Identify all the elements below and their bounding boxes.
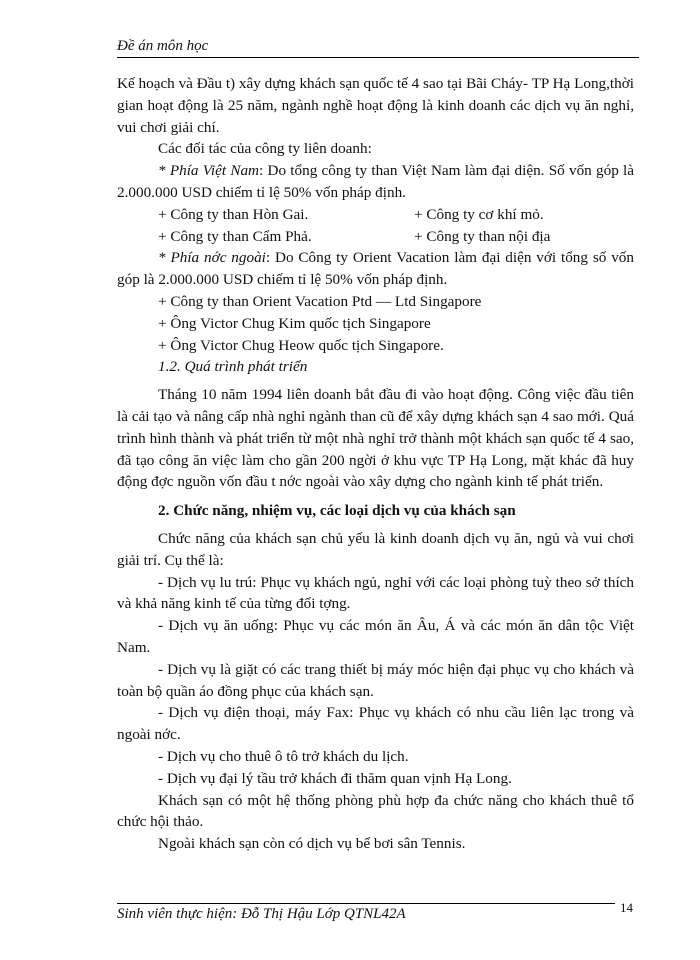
partner-row [117, 226, 634, 248]
partner-item: + Công ty than nội địa [414, 227, 551, 245]
paragraph-partners-intro: Các đối tác của công ty liên doanh: [158, 140, 372, 158]
partner-item: + Công ty cơ khí mỏ. [414, 205, 544, 223]
paragraph-intro: Kế hoạch và Đầu t) xây dựng khách sạn quốc tế 4 sao tại Bãi Cháy- TP Hạ Long,thời gian hoạt động là 25 năm, ngành nghề hoạt động là kinh doanh các dịch vụ ăn nghỉ, vui chơi giải chí. [117, 75, 634, 136]
service-item: - Dịch vụ cho thuê ô tô trở khách du lịch. [158, 747, 409, 765]
footer-divider [117, 903, 615, 904]
partner-row [117, 204, 634, 226]
document-body [117, 73, 634, 855]
foreign-side-label: * Phía nớc ngoài [158, 249, 266, 267]
vietnam-side-text: : Do tổng công ty than Việt Nam làm đại diện. Số vốn góp là 2.000.000 USD chiếm tỉ lệ 50% vốn pháp định. [117, 162, 634, 201]
page-number: 14 [620, 900, 633, 915]
foreign-side-text: : Do Công ty Orient Vacation làm đại diện với tổng số vốn góp là 2.000.000 USD chiếm tỉ lệ 50% vốn pháp định. [117, 249, 634, 289]
paragraph-foreign-side [117, 247, 634, 291]
service-item: - Dịch vụ đại lý tầu trở khách đi thăm quan vịnh Hạ Long. [158, 769, 512, 787]
partner-item: + Công ty than Cẩm Phả. [158, 227, 312, 245]
paragraph-functions: Chức năng của khách sạn chủ yếu là kinh doanh dịch vụ ăn, ngủ và vui chơi giải trí. Cụ thể là: [117, 529, 634, 569]
service-item: - Dịch vụ là giặt có các trang thiết bị máy móc hiện đại phục vụ cho khách và toàn bộ quần áo đồng phục của khách sạn. [117, 660, 634, 700]
section-heading-2: 2. Chức năng, nhiệm vụ, các loại dịch vụ của khách sạn [158, 502, 516, 520]
section-heading-1-2: 1.2. Quá trình phát triển [158, 358, 308, 376]
vietnam-side-label: * Phía Việt Nam [158, 162, 260, 180]
paragraph-pool-tennis: Ngoài khách sạn còn có dịch vụ bể bơi sân Tennis. [158, 835, 466, 853]
paragraph-conference: Khách sạn có một hệ thống phòng phù hợp đa chức năng cho khách thuê tổ chức hội thảo. [117, 791, 634, 831]
service-item: - Dịch vụ điện thoại, máy Fax: Phục vụ khách có nhu cầu liên lạc trong và ngoài nớc. [117, 704, 634, 744]
foreign-partner-item: + Ông Victor Chug Heow quốc tịch Singapore. [158, 336, 444, 354]
service-item: - Dịch vụ lu trú: Phục vụ khách ngủ, nghỉ với các loại phòng tuỳ theo sở thích và khả năng kinh tế của từng đối tợng. [117, 573, 634, 613]
foreign-partner-item: + Ông Victor Chug Kim quốc tịch Singapore [158, 314, 431, 332]
foreign-partner-item: + Công ty than Orient Vacation Ptd — Ltd Singapore [158, 292, 482, 310]
paragraph-development: Tháng 10 năm 1994 liên doanh bắt đầu đi vào hoạt động. Công việc đầu tiên là cải tạo và nâng cấp nhà nghỉ ngành than cũ để xây dựng khách sạn 4 sao mới. Quá trình hình thành và phát triển từ một nhà nghỉ trở thành một khách sạn quốc tế 4 sao, đã tạo công ăn việc làm cho gần 200 ngời ở khu vực TP Hạ Long, mặt khác đã huy động đợc nguồn vốn đầu t nớc ngoài vào xây dựng cho ngành kinh tế phát triển. [117, 386, 634, 491]
partner-item: + Công ty than Hòn Gai. [158, 205, 309, 223]
service-item: - Dịch vụ ăn uống: Phục vụ các món ăn Âu, Á và các món ăn dân tộc Việt Nam. [117, 617, 634, 656]
paragraph-vietnam-side [117, 160, 634, 204]
footer-student-info: Sinh viên thực hiện: Đỗ Thị Hậu Lớp QTNL42A [117, 906, 406, 922]
page-header-title: Đề án môn học [117, 38, 209, 54]
header-divider [117, 57, 639, 58]
